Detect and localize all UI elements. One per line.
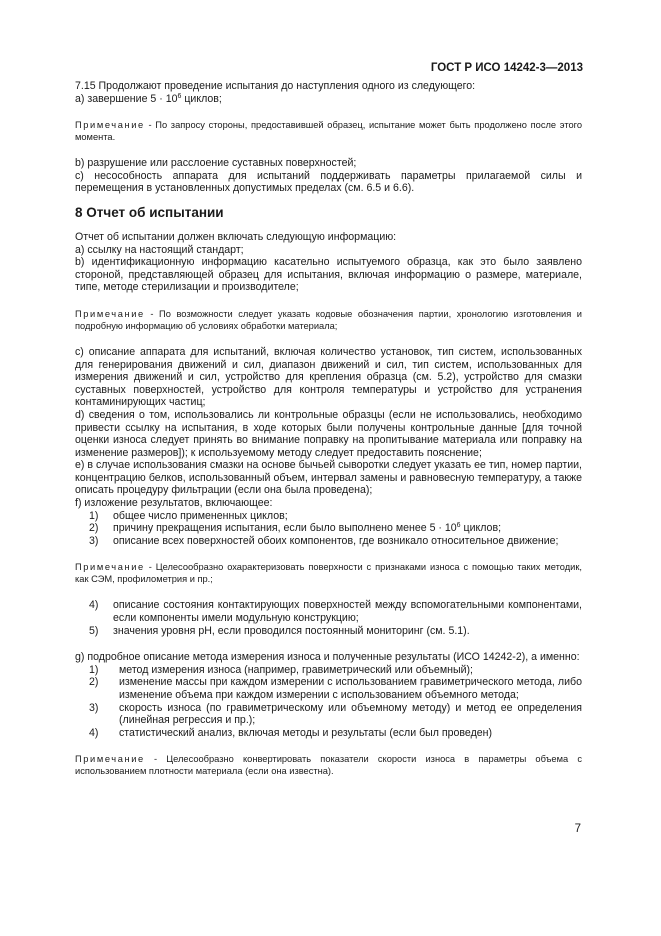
section-8-e: e) в случае использования смазки на основе бычьей сыворотки следует указать ее тип, номер партии, концентрацию белков, использованный объем, интервал замены и равновесную температуру, а также описать процедуру фильтрации (если она была проведена); (75, 459, 582, 497)
section-8-c: c) описание аппарата для испытаний, включая количество установок, тип систем, использованных для генерирования движений и сил, диапазон движений и сил, тип систем, использованных для измерения движений и сил, устройство для крепления образца (см. 5.2), устройство для смазки суставных поверхностей, устройство для контроля температуры и устройство для устранения контаминирующих частиц; (75, 345, 582, 409)
list-item: 3) описание всех поверхностей обоих компонентов, где возникало относительное движение; (89, 534, 559, 547)
list-item: 3) скорость износа (по гравиметрическому или объемному методу) и метод ее определения (линейная регрессия и пр.); (89, 701, 582, 727)
section-8-title: 8 Отчет об испытании (75, 204, 224, 220)
section-8-d: d) сведения о том, использовались ли контрольные образцы (если не использовались, необходимо привести ссылку на испытания, в ходе которых были получены контрольные данные [для точной оценки износа следует принять во внимание поправку на пропитывание материала или поправку на изменение размеров]); к используемому методу следует предоставить пояснение; (75, 408, 582, 459)
section-8-intro: Отчет об испытании должен включать следующую информацию: (75, 230, 397, 243)
list-item: 4) статистический анализ, включая методы и результаты (если был проведен) (89, 726, 493, 739)
page-content (75, 80, 582, 777)
section-8-a: а) ссылку на настоящий стандарт; (75, 243, 244, 256)
note-2: Примечание - По возможности следует указать кодовые обозначения партии, хронологию изготовления и подробную информацию об условиях обработки материала; (75, 308, 582, 331)
section-8-b: b) идентификационную информацию касательно испытуемого образца, как это было заявлено стороной, представляющей образец для испытания, включая информацию о размере, материале, типе, методе стерилизации и производителе; (75, 256, 582, 294)
clause-7-15: 7.15 Продолжают проведение испытания до наступления одного из следующего: (75, 80, 476, 92)
note-1: Примечание - По запросу стороны, предоставившей образец, испытание может быть продолжено после этого момента. (75, 120, 582, 143)
list-item: 1) метод измерения износа (например, гравиметрический или объемный); (89, 663, 473, 676)
section-8-f: f) изложение результатов, включающее: (75, 497, 273, 510)
document-code: ГОСТ Р ИСО 14242-3—2013 (430, 62, 583, 74)
section-8-g: g) подробное описание метода измерения износа и полученные результаты (ИСО 14242-2), а именно: (75, 651, 580, 664)
list-item: 2) причину прекращения испытания, если было выполнено менее $5 \cdot 10^6$ циклов; (89, 522, 502, 535)
note-3: Примечание - Целесообразно охарактеризовать поверхности с признаками износа с помощью таких методик, как СЭМ, профилометрия и пр.; (75, 562, 582, 585)
list-item: 4) описание состояния контактирующих поверхностей между вспомогательными компонентами, если компоненты имели модульную конструкцию; (89, 599, 582, 625)
list-item: 1) общее число примененных циклов; (89, 509, 288, 522)
list-item: 5) значения уровня pH, если проводился постоянный мониторинг (см. 5.1). (89, 624, 470, 637)
page-number: 7 (574, 823, 581, 835)
list-item: 2) изменение массы при каждом измерении с использованием гравиметрического метода, либо изменение объема при каждом измерении с использованием объемного метода; (89, 676, 582, 701)
clause-7-15-b: b) разрушение или расслоение суставных поверхностей; (75, 157, 357, 170)
clause-7-15-c: c) несособность аппарата для испытаний поддерживать параметры прилагаемой силы и перемещения в установленных допустимых пределах (см. 6.5 и 6.6). (75, 169, 582, 195)
clause-7-15-a: а) завершение $5 \cdot 10^6$ циклов; (75, 92, 222, 105)
note-4: Примечание - Целесообразно конвертировать показатели скорости износа в параметры объема с использованием плотности материала (если она известна). (75, 754, 582, 777)
